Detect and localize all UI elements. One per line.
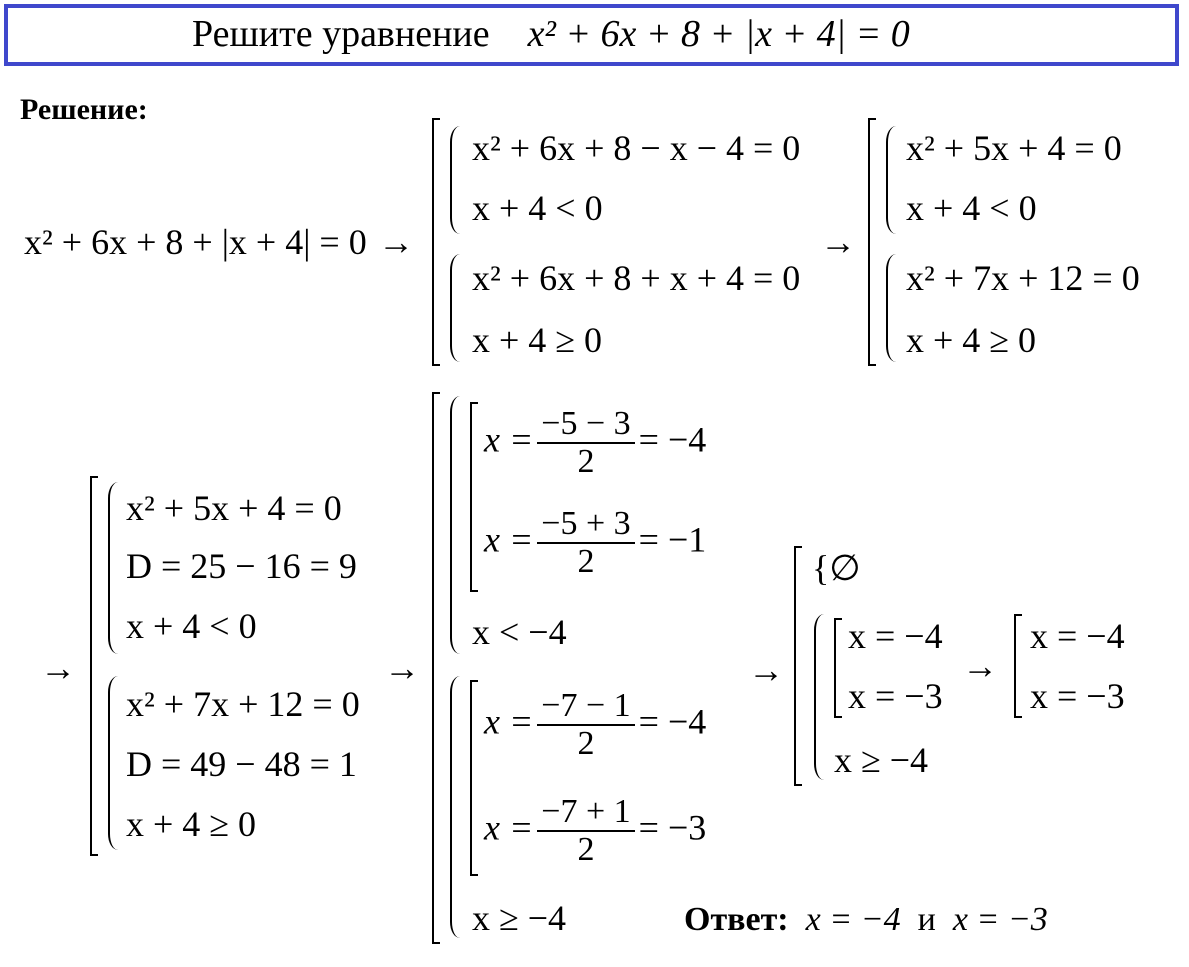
answer-label: Ответ: <box>684 901 789 938</box>
step4-case1-root2: x = $\frac{-5 + 3}{2}$ = −1 <box>484 505 707 580</box>
step4-case2-root1: x = $\frac{-7 - 1}{2}$ = −4 <box>484 687 707 762</box>
step1-case1-cond: x + 4 < 0 <box>472 188 603 228</box>
step1-brace-2 <box>450 254 460 362</box>
step2-brace-1 <box>886 126 896 234</box>
step2-case2-eq: x² + 7x + 12 = 0 <box>906 258 1140 298</box>
arrow-1: → <box>378 222 414 262</box>
answer <box>684 898 1048 942</box>
step5-cond: x ≥ −4 <box>834 740 929 780</box>
arrow-5: → <box>748 650 784 690</box>
step4-roots1-bracket <box>470 402 478 592</box>
step5-root1: x = −4 <box>848 616 943 656</box>
step5-bracket <box>794 546 802 786</box>
step6-root1: x = −4 <box>1030 616 1125 656</box>
step6-root2: x = −3 <box>1030 676 1125 716</box>
step4-roots2-bracket <box>470 680 478 876</box>
step4-case1-root1: x = $\frac{-5 - 3}{2}$ = −4 <box>484 405 707 480</box>
step4-case1-cond: x < −4 <box>472 612 567 652</box>
arrow-4: → <box>384 648 420 688</box>
step3-case2-eq: x² + 7x + 12 = 0 <box>126 684 360 724</box>
answer-conjunction: и <box>917 901 936 938</box>
step1-bracket <box>432 118 440 366</box>
task-equation: x² + 6x + 8 + |x + 4| = 0 <box>527 13 910 55</box>
step3-bracket <box>90 476 98 856</box>
task-title <box>192 12 910 56</box>
step3-brace-1 <box>108 482 118 654</box>
step4-case2-cond: x ≥ −4 <box>472 898 567 938</box>
answer-x1: x = −4 <box>805 901 901 938</box>
step1-case2-cond: x + 4 ≥ 0 <box>472 320 603 360</box>
step3-case2-cond: x + 4 ≥ 0 <box>126 804 257 844</box>
step1-brace-1 <box>450 126 460 234</box>
step6-bracket <box>1014 614 1022 718</box>
step2-case2-cond: x + 4 ≥ 0 <box>906 320 1037 360</box>
step5-brace <box>814 614 824 780</box>
step4-bracket <box>432 392 440 944</box>
step2-case1-cond: x + 4 < 0 <box>906 188 1037 228</box>
step1-case2-eq: x² + 6x + 8 + x + 4 = 0 <box>472 258 801 298</box>
step1-lhs: x² + 6x + 8 + |x + 4| = 0 <box>24 222 367 262</box>
step5-roots-bracket <box>834 618 842 718</box>
arrow-3: → <box>40 648 76 688</box>
step1-case1-eq: x² + 6x + 8 − x − 4 = 0 <box>472 128 801 168</box>
step3-brace-2 <box>108 676 118 850</box>
step3-case1-eq: x² + 5x + 4 = 0 <box>126 488 342 528</box>
step4-brace-2 <box>450 676 460 938</box>
step2-bracket <box>868 118 876 366</box>
step4-brace-1 <box>450 396 460 654</box>
answer-x2: x = −3 <box>952 901 1048 938</box>
arrow-6: → <box>962 646 998 686</box>
step2-brace-2 <box>886 254 896 362</box>
arrow-2: → <box>820 222 856 262</box>
solution-label: Решение: <box>20 93 148 126</box>
step5-empty-set: {∅ <box>812 548 861 588</box>
step3-case2-disc: D = 49 − 48 = 1 <box>126 744 357 784</box>
task-text: Решите уравнение <box>192 13 490 55</box>
step3-case1-disc: D = 25 − 16 = 9 <box>126 546 357 586</box>
step3-case1-cond: x + 4 < 0 <box>126 606 257 646</box>
step2-case1-eq: x² + 5x + 4 = 0 <box>906 128 1122 168</box>
step4-case2-root2: x = $\frac{-7 + 1}{2}$ = −3 <box>484 793 707 868</box>
step5-root2: x = −3 <box>848 676 943 716</box>
